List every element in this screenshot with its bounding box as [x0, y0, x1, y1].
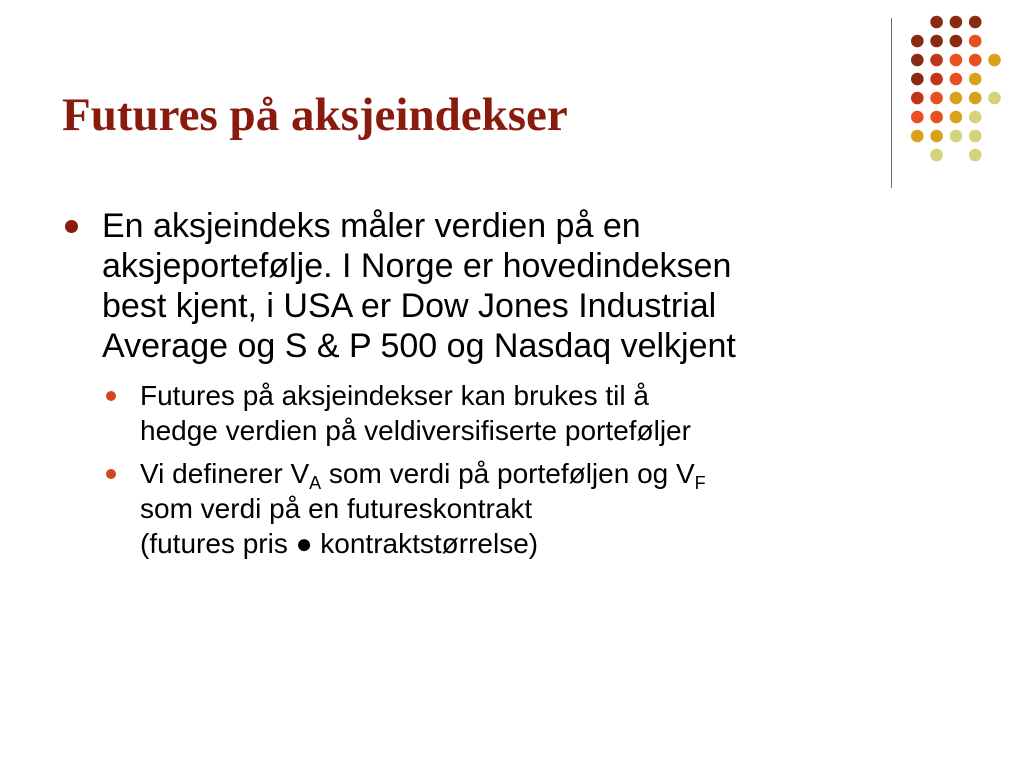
decorative-dot: [950, 130, 963, 143]
decorative-dot: [969, 130, 982, 143]
decorative-dot: [969, 73, 982, 86]
sub-bullet-line: hedge verdien på veldiversifiserte porteføljer: [140, 415, 691, 446]
decorative-dot: [911, 73, 924, 86]
decorative-dot: [950, 111, 963, 124]
sub-bullet-marker: [106, 391, 116, 401]
sub-bullet-item: [102, 378, 1002, 448]
bullet-line: En aksjeindeks måler verdien på en: [102, 207, 641, 245]
decorative-dot: [930, 54, 943, 67]
sub-bullet-line: som verdi på en futureskontrakt: [140, 493, 533, 524]
decorative-dot: [988, 92, 1001, 105]
decorative-dot: [950, 35, 963, 48]
bullet-marker: [65, 220, 78, 233]
decorative-dot: [930, 149, 943, 162]
decorative-dot: [988, 54, 1001, 67]
decorative-dot: [911, 111, 924, 124]
decorative-dot: [950, 73, 963, 86]
decorative-dot: [969, 16, 982, 29]
sub-bullet-line: Futures på aksjeindekser kan brukes til å: [140, 380, 649, 411]
bullet-item: [62, 206, 1002, 366]
decorative-dot: [930, 111, 943, 124]
sub-bullet-line: [140, 456, 1002, 491]
decorative-dot: [911, 54, 924, 67]
decorative-dot: [950, 92, 963, 105]
slide-body: [62, 206, 1002, 569]
decorative-dot: [911, 35, 924, 48]
decorative-dot: [950, 16, 963, 29]
decorative-dot: [930, 16, 943, 29]
decorative-dot: [930, 73, 943, 86]
decorative-dot: [969, 54, 982, 67]
subscript: A: [309, 473, 322, 493]
sub-bullet-list: [62, 378, 1002, 561]
bullet-line: best kjent, i USA er Dow Jones Industrial: [102, 287, 717, 325]
bullet-line: Average og S & P 500 og Nasdaq velkjent: [102, 327, 736, 365]
decorative-dot: [930, 130, 943, 143]
slide-title: Futures på aksjeindekser: [62, 89, 568, 141]
text-fragment: Vi definerer V: [140, 458, 310, 489]
decorative-dot: [911, 92, 924, 105]
sub-bullet-marker: [106, 469, 116, 479]
decorative-dot: [969, 92, 982, 105]
bullet-line: aksjeportefølje. I Norge er hovedindeksen: [102, 247, 732, 285]
sub-bullet-line: (futures pris ● kontraktstørrelse): [140, 528, 539, 559]
decorative-dot: [950, 54, 963, 67]
decorative-dot: [969, 111, 982, 124]
decorative-dot: [969, 35, 982, 48]
decorative-dot: [911, 130, 924, 143]
sub-bullet-item: [102, 456, 1002, 561]
text-fragment: som verdi på porteføljen og V: [321, 458, 695, 489]
decorative-dot: [930, 92, 943, 105]
decorative-dot: [930, 35, 943, 48]
subscript: F: [694, 473, 706, 493]
decorative-dot: [969, 149, 982, 162]
